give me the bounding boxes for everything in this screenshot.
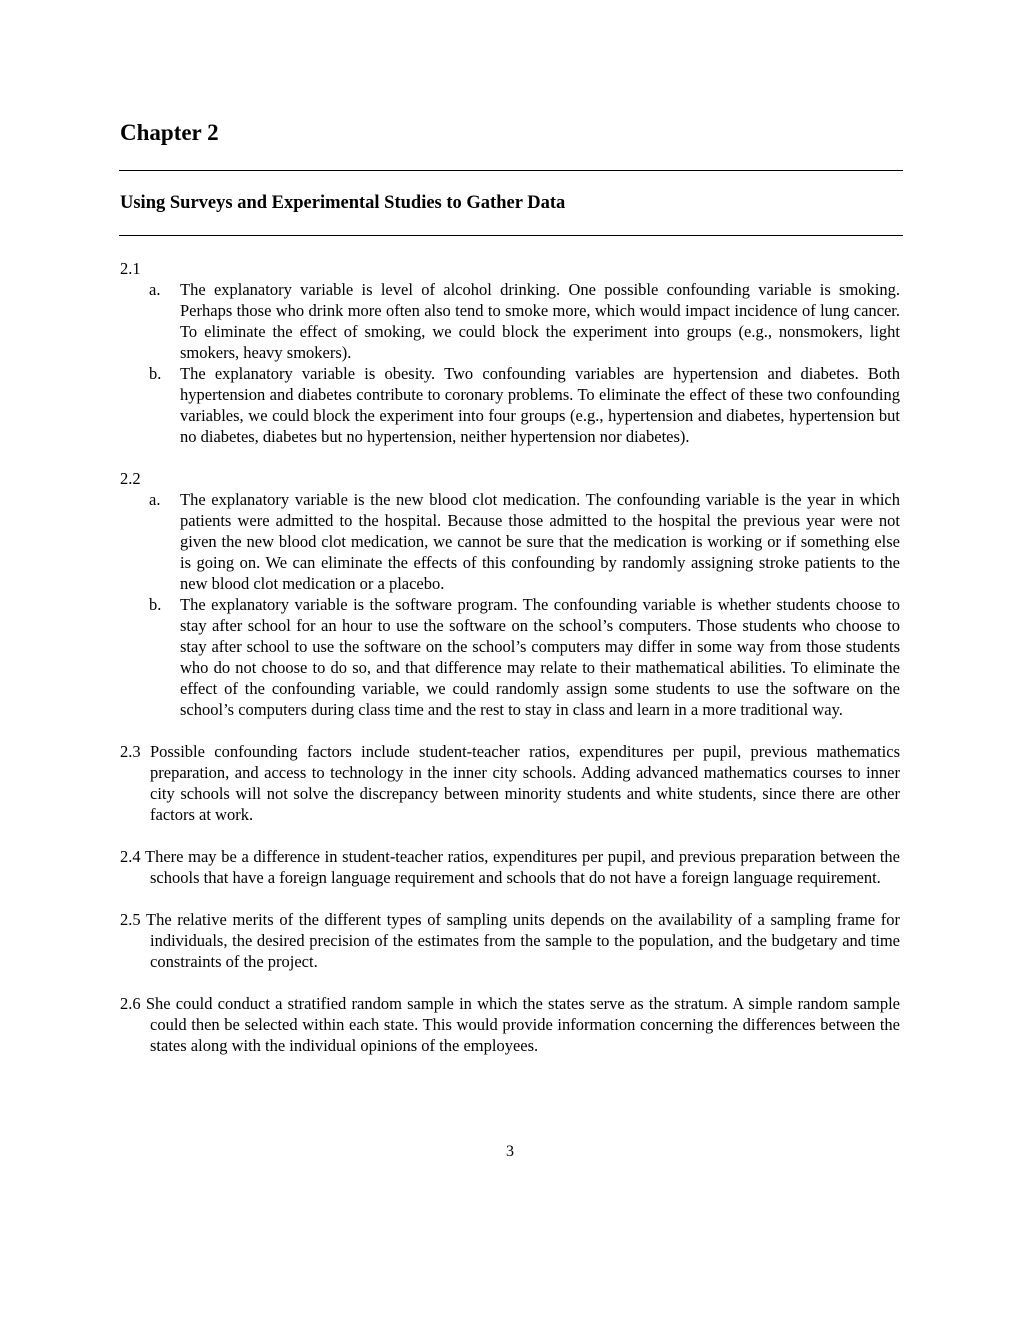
problem-2-6 — [120, 993, 900, 1056]
problem-text: There may be a difference in student-teacher ratios, expenditures per pupil, and previous preparation between the schools that have a foreign language requirement and schools that do not have a foreign language requirement. — [145, 847, 901, 887]
page-number: 3 — [506, 1143, 514, 1160]
sub-answer-a — [120, 489, 900, 594]
spacer — [120, 720, 900, 741]
problem-2-2 — [120, 468, 900, 720]
top-divider — [119, 170, 903, 171]
sub-answer-b — [120, 363, 900, 447]
sub-answer-a — [120, 279, 900, 363]
spacer — [120, 447, 900, 468]
problem-text: The relative merits of the different types of sampling units depends on the availability of a sampling frame for individuals, the desired precision of the estimates from the sample to the population, and the budgetary and time constraints of the project. — [146, 910, 901, 971]
sub-answer-b — [120, 594, 900, 720]
solutions-content — [120, 258, 900, 1056]
sub-answer-letter: a. — [149, 490, 161, 509]
problem-number: 2.4 — [120, 847, 141, 866]
chapter-title: Chapter 2 — [120, 120, 219, 145]
section-title: Using Surveys and Experimental Studies to Gather Data — [120, 193, 566, 213]
problem-2-3 — [120, 741, 900, 825]
problem-2-4 — [120, 846, 900, 888]
sub-answer-letter: b. — [149, 595, 162, 614]
problem-text: She could conduct a stratified random sample in which the states serve as the stratum. A simple random sample could then be selected within each state. This would provide information concerning the differences between the states along with the individual opinions of the employees. — [145, 994, 900, 1055]
problem-number: 2.1 — [120, 259, 141, 278]
sub-answer-letter: b. — [149, 364, 162, 383]
sub-answer-list — [120, 489, 900, 720]
spacer — [120, 888, 900, 909]
spacer — [120, 972, 900, 993]
sub-answer-text: The explanatory variable is the software program. The confounding variable is whether students choose to stay after school for an hour to use the software on the school’s computers. Those students who choose to stay after school to use the software on the school’s computers may differ in some way from those students who do not choose to do so, and that difference may relate to their mathematical abilities. To eliminate the effect of the confounding variable, we could randomly assign some students to use the software on the school’s computers during class time and the rest to stay in class and learn in a more traditional way. — [180, 595, 900, 719]
problem-2-1 — [120, 258, 900, 447]
sub-answer-text: The explanatory variable is the new blood clot medication. The confounding variable is the year in which patients were admitted to the hospital. Because those admitted to the hospital the previous year were not given the new blood clot medication, we cannot be sure that the medication is working or if something else is going on. We can eliminate the effects of this confounding by randomly assigning stroke patients to the new blood clot medication or a placebo. — [180, 490, 900, 593]
problem-text: Possible confounding factors include student-teacher ratios, expenditures per pupil, previous mathematics preparation, and access to technology in the inner city schools. Adding advanced mathematics courses to inner city schools will not solve the discrepancy between minority students and white students, since there are other factors at work. — [149, 742, 901, 824]
sub-answer-text: The explanatory variable is level of alcohol drinking. One possible confounding variable is smoking. Perhaps those who drink more often also tend to smoke more, which would impact incidence of lung cancer. To eliminate the effect of smoking, we could block the experiment into groups (e.g., nonsmokers, light smokers, heavy smokers). — [180, 280, 900, 362]
bottom-divider — [119, 235, 903, 236]
sub-answer-letter: a. — [149, 280, 161, 299]
problem-number: 2.2 — [120, 469, 141, 488]
sub-answer-list — [120, 279, 900, 447]
problem-number: 2.3 — [120, 742, 141, 761]
problem-number: 2.6 — [120, 994, 141, 1013]
problem-number: 2.5 — [120, 910, 141, 929]
sub-answer-text: The explanatory variable is obesity. Two confounding variables are hypertension and diabetes. Both hypertension and diabetes contribute to coronary problems. To eliminate the effect of these two confounding variables, we could block the experiment into four groups (e.g., hypertension and diabetes, hypertension but no diabetes, diabetes but no hypertension, neither hypertension nor diabetes). — [180, 364, 900, 446]
problem-2-5 — [120, 909, 900, 972]
spacer — [120, 825, 900, 846]
